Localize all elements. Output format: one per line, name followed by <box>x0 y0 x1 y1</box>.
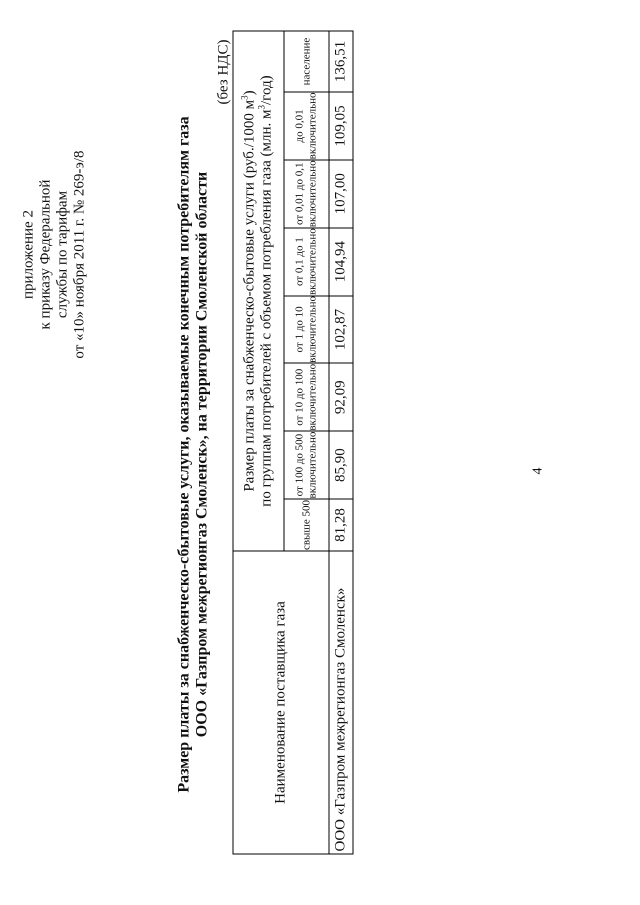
appendix-header <box>21 75 89 435</box>
group-header: от 10 до 100 включительно <box>284 363 329 431</box>
fee-size-header <box>233 31 284 551</box>
value-cell: 102,87 <box>329 296 353 364</box>
group-header: от 0,1 до 1 включительно <box>284 228 329 296</box>
value-cell: 109,05 <box>329 92 353 160</box>
appendix-line-1: приложение 2 <box>20 210 37 299</box>
table-row <box>329 31 353 854</box>
title-line-1: Размер платы за снабженческо-сбытовые услуги, оказываемые конечным потребителям газа <box>175 116 193 793</box>
group-header: до 0,01 включительно <box>284 92 329 160</box>
group-header: от 0,01 до 0,1 включительно <box>284 160 329 228</box>
rotated-page <box>1 0 640 905</box>
page-number: 4 <box>530 467 546 475</box>
value-cell: 85,90 <box>329 431 353 499</box>
group-header: от 100 до 500 включительно <box>284 431 329 499</box>
fee-header-line-1: Размер платы за снабженческо-сбытовые услуги (руб./1000 $м^3$) <box>239 90 258 492</box>
tariff-table <box>233 31 354 855</box>
document-title <box>176 105 212 805</box>
group-header: население <box>284 31 329 92</box>
value-cell: 107,00 <box>329 160 353 228</box>
title-line-2: ООО «Газпром межрегионгаз Смоленск», на территории Смоленской области <box>193 171 211 738</box>
supplier-name-cell: ООО «Газпром межрегионгаз Смоленск» <box>329 551 353 854</box>
appendix-line-2: к приказу Федеральной <box>37 179 54 330</box>
value-cell: 92,09 <box>329 363 353 431</box>
supplier-name-header: Наименование поставщика газа <box>233 551 329 854</box>
value-cell: 136,51 <box>329 31 353 92</box>
fee-header-line-2: по группам потребителей с объемом потребления газа (млн. $м^3/год$) <box>256 75 275 507</box>
vat-note: (без НДС) <box>215 39 232 105</box>
group-header: от 1 до 10 включительно <box>284 296 329 364</box>
value-cell: 81,28 <box>329 499 353 551</box>
appendix-line-4: от «10» ноября 2011 г. № 269-э/8 <box>71 150 88 359</box>
group-header: свыше 500 <box>284 499 329 551</box>
value-cell: 104,94 <box>329 228 353 296</box>
appendix-line-3: службы по тарифам <box>54 190 71 319</box>
